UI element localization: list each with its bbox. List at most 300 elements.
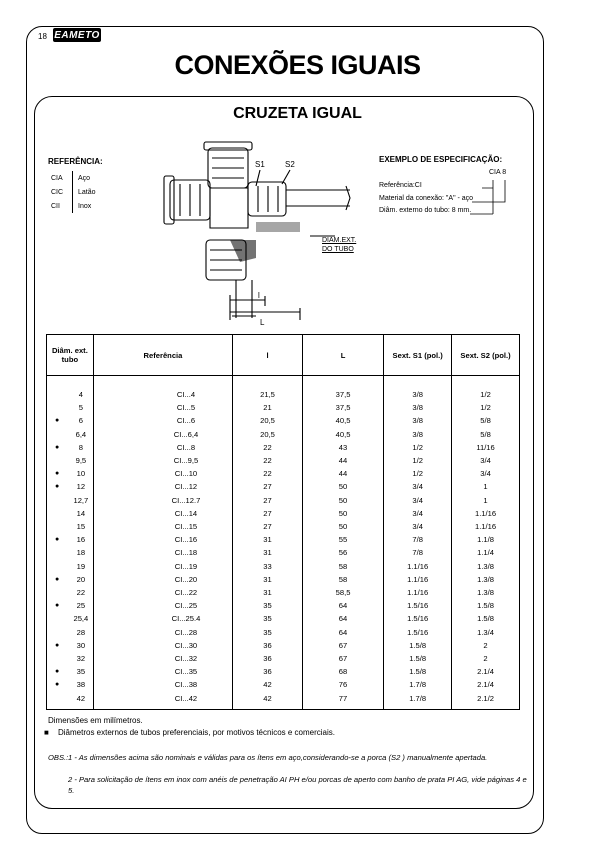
cell-reference-text: CI...28 [174, 627, 198, 637]
table-row [47, 401, 520, 414]
cell-s1 [384, 480, 452, 493]
exemplo-line-material: Material da conexão: "A" - aço [379, 195, 474, 202]
cell-l-text: 42 [263, 680, 272, 690]
cell-s1-text: 1.5/8 [409, 654, 427, 664]
ref-material: Inox [78, 202, 92, 210]
table-row [47, 467, 520, 480]
cell-l-text: 36 [263, 667, 272, 677]
cell-diameter-text: 5 [78, 403, 83, 413]
cell-s2-text: 1/2 [480, 390, 491, 399]
cell-s1 [384, 507, 452, 520]
cell-s1 [384, 428, 452, 441]
cell-reference-text: CI...38 [174, 680, 198, 690]
col-ref-header: Referência [93, 335, 232, 376]
cell-reference [93, 507, 232, 520]
cell-diameter [47, 586, 94, 599]
cell-l-text: 36 [263, 640, 272, 650]
cell-reference-text: CI...25 [174, 601, 198, 611]
cell-s2-text: 1.5/8 [477, 601, 494, 611]
cell-diameter-text: 4 [78, 390, 83, 399]
preferred-bullet-icon: ● [55, 470, 60, 478]
cell-reference-text: CI...6 [176, 416, 196, 426]
cell-s2 [452, 376, 520, 402]
cell-diameter [47, 560, 94, 573]
cell-L [302, 467, 383, 480]
cell-s1-text: 3/8 [412, 403, 423, 413]
cell-diameter [47, 678, 94, 691]
cell-s1 [384, 692, 452, 710]
cell-l-text: 35 [263, 614, 272, 624]
cell-reference [93, 546, 232, 559]
cell-L-text: 58 [338, 561, 348, 571]
cell-l [233, 494, 303, 507]
cell-diameter [47, 692, 94, 710]
cell-reference [93, 401, 232, 414]
cell-diameter-text: 32 [76, 654, 86, 664]
ref-code: CII [46, 199, 73, 213]
cell-s2 [452, 480, 520, 493]
cell-l [233, 573, 303, 586]
cell-s2 [452, 454, 520, 467]
cell-s2 [452, 692, 520, 710]
cell-s2-text: 5/8 [480, 416, 491, 426]
cell-L-text: 76 [338, 680, 348, 690]
cell-l-text: 31 [263, 574, 272, 584]
cell-s2-text: 1.5/8 [477, 614, 494, 624]
referencia-row [46, 199, 101, 213]
tube-diameter-label-2: DO TUBO [322, 246, 354, 253]
cell-reference-text: CI...35 [174, 667, 198, 677]
table-row [47, 599, 520, 612]
table-row [47, 665, 520, 678]
cell-s2-text: 1.3/4 [477, 627, 494, 637]
cell-L [302, 573, 383, 586]
cell-diameter-text: 14 [76, 508, 86, 518]
cell-L-text: 64 [338, 601, 348, 611]
cell-s1-text: 1.1/16 [407, 561, 429, 571]
cell-reference [93, 626, 232, 639]
cell-s2 [452, 626, 520, 639]
cell-L-text: 37,5 [335, 403, 351, 413]
cell-L-text: 64 [338, 627, 348, 637]
cell-l-text: 22 [263, 442, 272, 452]
table-row [47, 441, 520, 454]
cell-diameter-text: 10 [76, 469, 86, 479]
cell-s2 [452, 560, 520, 573]
col-s2-header: Sext. S2 (pol.) [452, 335, 520, 376]
cell-diameter-text: 8 [78, 442, 83, 452]
cell-l [233, 599, 303, 612]
table-row [47, 678, 520, 691]
table-row [47, 652, 520, 665]
cell-L [302, 665, 383, 678]
table-row [47, 520, 520, 533]
cell-s1 [384, 626, 452, 639]
cell-s1-text: 1.1/16 [407, 588, 429, 598]
cell-s1 [384, 467, 452, 480]
cell-diameter [47, 441, 94, 454]
cell-s1-text: 1/2 [412, 456, 423, 466]
cell-s2 [452, 533, 520, 546]
cell-s1 [384, 586, 452, 599]
referencia-heading: REFERÊNCIA: [48, 157, 103, 166]
cell-diameter [47, 665, 94, 678]
cell-reference [93, 494, 232, 507]
cell-s1 [384, 665, 452, 678]
cell-L [302, 533, 383, 546]
cell-l-text: 22 [263, 469, 272, 479]
cell-reference-text: CI...42 [174, 693, 198, 703]
cell-reference [93, 520, 232, 533]
cell-diameter [47, 414, 94, 427]
preferred-bullet-icon: ● [55, 575, 60, 583]
cell-s1 [384, 599, 452, 612]
cell-s2 [452, 494, 520, 507]
table-header-row [47, 335, 520, 376]
exemplo-code: CIA 8 [489, 169, 507, 176]
table-row [47, 692, 520, 710]
preferred-bullet-icon: ● [55, 417, 60, 425]
cell-diameter-text: 6 [78, 416, 83, 426]
brand-logo: EAMETO [54, 29, 100, 41]
cell-reference-text: CI...5 [176, 403, 196, 413]
cell-s1-text: 1.7/8 [409, 693, 427, 703]
cell-reference-text: CI...12.7 [171, 495, 201, 505]
cell-s2-text: 1.1/16 [474, 522, 497, 532]
s1-label: S1 [255, 160, 265, 169]
cell-reference-text: CI...8 [176, 442, 196, 452]
cell-s2-text: 1 [483, 495, 488, 505]
cell-s1-text: 3/4 [412, 482, 423, 492]
cell-l [233, 401, 303, 414]
cell-s2 [452, 467, 520, 480]
cell-L [302, 428, 383, 441]
table-row [47, 626, 520, 639]
cell-reference [93, 665, 232, 678]
cell-diameter-text: 19 [76, 561, 86, 571]
cell-s1-text: 3/4 [412, 508, 423, 518]
preferred-bullet-icon: ● [55, 641, 60, 649]
cell-s1-text: 3/4 [412, 495, 423, 505]
cell-L [302, 639, 383, 652]
cell-l-text: 31 [263, 588, 272, 598]
preferred-bullet-icon: ● [55, 443, 60, 451]
cell-diameter-text: 42 [76, 693, 86, 703]
cell-diameter-text: 12 [76, 482, 86, 492]
referencia-row [46, 185, 101, 199]
cell-diameter [47, 573, 94, 586]
cell-s1 [384, 612, 452, 625]
cell-s1 [384, 560, 452, 573]
cell-l [233, 626, 303, 639]
cell-s2-text: 3/4 [480, 469, 491, 479]
cell-l [233, 520, 303, 533]
cell-s2-text: 1.3/8 [477, 588, 494, 598]
col-diam-header: Diâm. ext. tubo [47, 335, 94, 376]
cell-s2-text: 1.1/8 [477, 535, 494, 545]
cell-s2 [452, 507, 520, 520]
page-number: 18 [38, 32, 47, 41]
cell-l [233, 454, 303, 467]
cell-s1-text: 1.1/16 [407, 574, 429, 584]
cell-s1-text: 1.5/16 [407, 614, 429, 624]
cell-l [233, 428, 303, 441]
cell-s1 [384, 639, 452, 652]
cell-s1 [384, 414, 452, 427]
cell-s1 [384, 573, 452, 586]
cell-diameter [47, 454, 94, 467]
cell-s1 [384, 652, 452, 665]
cell-s1-text: 7/8 [412, 535, 423, 545]
cell-reference-text: CI...22 [174, 588, 198, 598]
cell-reference-text: CI...12 [174, 482, 198, 492]
cell-s2 [452, 401, 520, 414]
l-big-label: L [260, 318, 265, 327]
tube-diameter-label [322, 236, 356, 254]
cell-s2-text: 2.1/4 [477, 667, 494, 677]
cell-s2-text: 1.3/8 [477, 561, 494, 571]
cell-diameter-text: 9,5 [75, 456, 87, 466]
cell-s2 [452, 599, 520, 612]
cell-s1-text: 1/2 [412, 442, 423, 452]
cell-L [302, 626, 383, 639]
exemplo-heading: EXEMPLO DE ESPECIFICAÇÃO: [379, 155, 503, 164]
cell-L-text: 64 [338, 614, 348, 624]
cell-l [233, 467, 303, 480]
cell-l-text: 21,5 [260, 390, 275, 399]
cell-reference [93, 376, 232, 402]
table-row [47, 586, 520, 599]
cell-L [302, 454, 383, 467]
cell-reference-text: CI...9,5 [173, 456, 199, 466]
cell-diameter-text: 38 [76, 680, 86, 690]
cell-diameter-text: 12,7 [73, 495, 89, 505]
cell-s1 [384, 520, 452, 533]
cell-diameter [47, 401, 94, 414]
cell-s2 [452, 428, 520, 441]
cell-s2 [452, 441, 520, 454]
table-row [47, 454, 520, 467]
cell-diameter-text: 16 [76, 535, 86, 545]
cell-l-text: 27 [263, 522, 272, 532]
cell-diameter [47, 533, 94, 546]
obs-note-2: 2 - Para solicitação de ítens em inox com anéis de penetração AI PH e/ou porcas de aperto com banho de prata PI AG, vide páginas 4 e 5. [68, 775, 527, 795]
cell-L [302, 480, 383, 493]
cell-s1 [384, 376, 452, 402]
cell-l-text: 20,5 [260, 416, 275, 426]
cell-L [302, 612, 383, 625]
cell-diameter [47, 494, 94, 507]
cell-L [302, 441, 383, 454]
cell-s1 [384, 533, 452, 546]
cell-reference [93, 441, 232, 454]
cell-l [233, 480, 303, 493]
cell-L-text: 58 [338, 574, 348, 584]
cell-l-text: 31 [263, 535, 272, 545]
cell-reference [93, 639, 232, 652]
cell-l [233, 546, 303, 559]
cell-L-text: 55 [338, 535, 348, 545]
cell-l-text: 27 [263, 482, 272, 492]
preferred-bullet-icon: ■ [44, 728, 49, 737]
table-row [47, 428, 520, 441]
cell-reference-text: CI...25.4 [171, 614, 201, 624]
cell-L-text: 77 [338, 693, 348, 703]
note-dimensions: Dimensões em milímetros. [48, 716, 143, 725]
cell-reference-text: CI...30 [174, 640, 198, 650]
cell-diameter-text: 22 [76, 588, 86, 598]
cell-reference-text: CI...20 [174, 574, 198, 584]
cell-s2-text: 1.1/4 [477, 548, 494, 558]
cell-diameter [47, 639, 94, 652]
cell-l-text: 27 [263, 495, 272, 505]
cell-L-text: 37,5 [335, 390, 351, 399]
cell-reference [93, 612, 232, 625]
cell-L [302, 376, 383, 402]
cell-L-text: 68 [338, 667, 348, 677]
cell-L-text: 43 [338, 442, 348, 452]
cell-s2-text: 1 [483, 482, 488, 492]
s2-label: S2 [285, 160, 295, 169]
cell-L-text: 40,5 [335, 429, 351, 439]
cell-l [233, 586, 303, 599]
cell-l [233, 612, 303, 625]
table-row [47, 639, 520, 652]
ref-code: CIA [46, 171, 73, 185]
cell-reference [93, 454, 232, 467]
cell-L-text: 50 [338, 482, 348, 492]
cell-l [233, 678, 303, 691]
referencia-row [46, 171, 101, 185]
tube-diameter-label-1: DIAM.EXT. [322, 237, 357, 244]
obs-note-1: 1 - As dimensões acima são nominais e válidas para os ítens em aço,considerando-se a porca (S2 ) manualmente apertada. [68, 753, 488, 762]
cell-l [233, 652, 303, 665]
preferred-bullet-icon: ● [55, 602, 60, 610]
cell-l-text: 22 [263, 456, 272, 466]
cell-diameter [47, 626, 94, 639]
cell-s1 [384, 546, 452, 559]
dimensions-table [46, 334, 520, 710]
cell-s2 [452, 665, 520, 678]
note-preferred-text: Diâmetros externos de tubos preferenciais, por motivos técnicos e comerciais. [58, 728, 336, 737]
ref-material: Aço [78, 174, 91, 182]
exemplo-line-diameter: Diâm. externo do tubo: 8 mm. [379, 207, 472, 214]
cell-reference [93, 652, 232, 665]
cell-s2 [452, 639, 520, 652]
table-row [47, 494, 520, 507]
l-small-label: l [258, 291, 260, 300]
cell-s1-text: 1.5/16 [407, 601, 429, 611]
cell-diameter-text: 20 [76, 574, 86, 584]
cell-l-text: 31 [263, 548, 272, 558]
cell-L [302, 546, 383, 559]
cell-L-text: 50 [338, 508, 348, 518]
cell-s2 [452, 652, 520, 665]
cell-s2-text: 2 [483, 640, 488, 650]
cell-L [302, 586, 383, 599]
cell-reference [93, 678, 232, 691]
cell-L [302, 599, 383, 612]
cell-diameter [47, 507, 94, 520]
exemplo-line-reference: Referência:CI [379, 182, 422, 189]
cell-l [233, 507, 303, 520]
table-row [47, 376, 520, 402]
cell-reference [93, 586, 232, 599]
cell-s2 [452, 678, 520, 691]
cell-l-text: 20,5 [260, 429, 275, 439]
section-title: CRUZETA IGUAL [233, 105, 362, 122]
cell-reference-text: CI...19 [174, 561, 198, 571]
cell-L-text: 50 [338, 495, 348, 505]
page-title: CONEXÕES IGUAIS [174, 50, 421, 80]
cell-s2-text: 2.1/2 [477, 693, 494, 703]
cell-reference [93, 692, 232, 710]
cell-diameter [47, 652, 94, 665]
cell-s1-text: 3/8 [412, 416, 423, 426]
cell-L [302, 560, 383, 573]
cell-diameter-text: 30 [76, 640, 86, 650]
cell-s1-text: 3/4 [412, 522, 423, 532]
cell-s1-text: 1.5/8 [409, 667, 427, 677]
cell-diameter [47, 467, 94, 480]
cell-s1-text: 1.7/8 [409, 680, 427, 690]
col-L-header: L [302, 335, 383, 376]
cell-L [302, 692, 383, 710]
cell-l [233, 560, 303, 573]
cell-L [302, 652, 383, 665]
cell-L [302, 678, 383, 691]
cell-diameter [47, 480, 94, 493]
cell-s2-text: 3/4 [480, 456, 491, 466]
cell-l [233, 639, 303, 652]
cell-L-text: 40,5 [335, 416, 351, 426]
cell-l-text: 35 [263, 601, 272, 611]
cell-diameter-text: 18 [76, 548, 86, 558]
table-row [47, 533, 520, 546]
cell-s2-text: 11/16 [476, 442, 495, 452]
cell-reference [93, 560, 232, 573]
preferred-bullet-icon: ● [55, 681, 60, 689]
cell-L-text: 50 [338, 522, 348, 532]
col-l-header: l [233, 335, 303, 376]
cell-l-text: 27 [263, 508, 272, 518]
cell-l [233, 441, 303, 454]
cell-s1-text: 7/8 [412, 548, 423, 558]
cell-diameter-text: 6,4 [75, 429, 87, 439]
cell-L-text: 58,5 [335, 588, 351, 598]
cell-reference-text: CI...4 [176, 390, 196, 399]
referencia-table [46, 171, 101, 213]
cell-l [233, 376, 303, 402]
cell-diameter-text: 28 [76, 627, 86, 637]
table-row [47, 612, 520, 625]
exemplo-bracket-lines [470, 176, 522, 218]
cell-L-text: 44 [338, 469, 348, 479]
cell-diameter-text: 35 [76, 667, 86, 677]
cross-fitting-drawing [160, 140, 370, 330]
cell-L-text: 67 [338, 640, 348, 650]
cell-reference-text: CI...6,4 [173, 429, 199, 439]
cell-reference [93, 414, 232, 427]
cell-s1-text: 1/2 [412, 469, 423, 479]
cell-L-text: 67 [338, 654, 348, 664]
cell-L [302, 414, 383, 427]
cell-s1-text: 3/8 [412, 390, 423, 399]
cell-l-text: 42 [263, 693, 272, 703]
cell-s1-text: 1.5/16 [407, 627, 429, 637]
cell-L [302, 520, 383, 533]
cell-reference-text: CI...16 [174, 535, 198, 545]
